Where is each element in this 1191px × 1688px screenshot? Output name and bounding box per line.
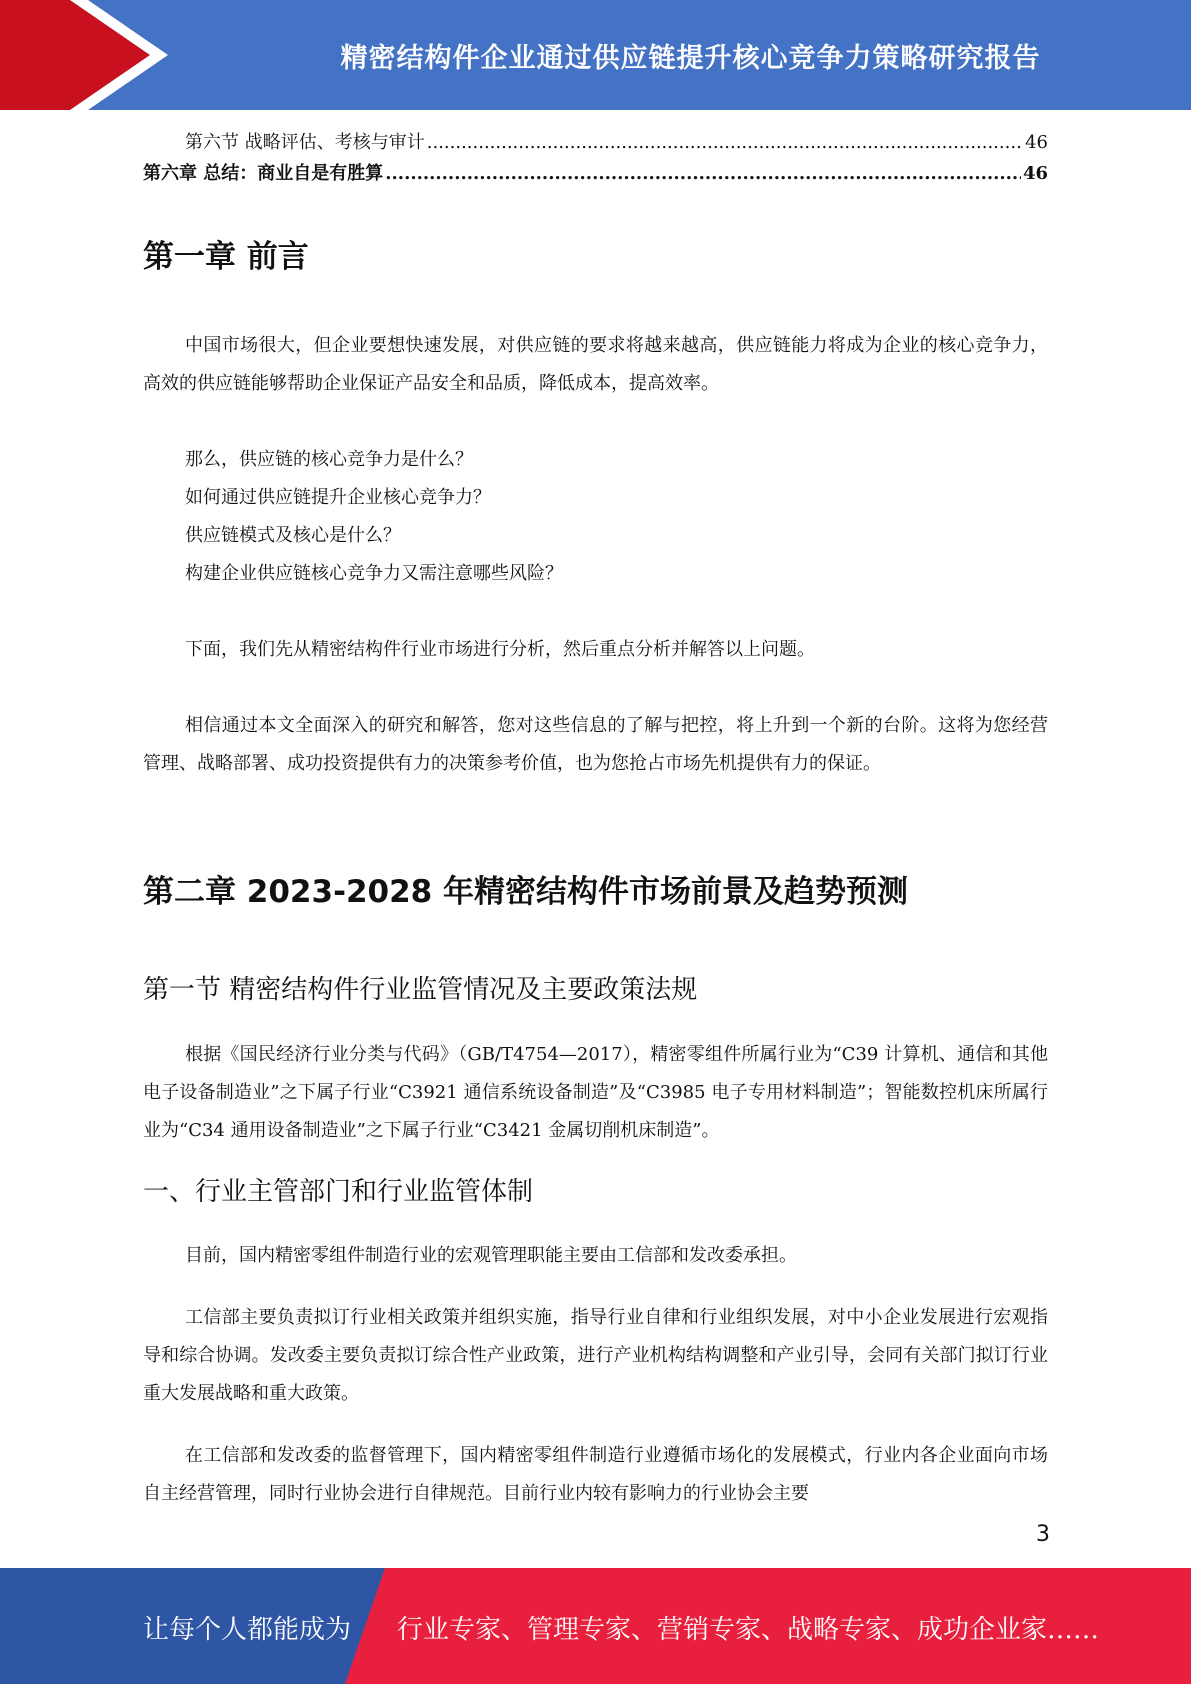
chapter-heading: 第二章 2023-2028 年精密结构件市场前景及趋势预测 bbox=[143, 874, 909, 910]
page-number: 3 bbox=[1036, 1522, 1050, 1547]
question-line: 那么，供应链的核心竞争力是什么？ bbox=[185, 449, 473, 470]
toc-item-page: 46 bbox=[1022, 163, 1048, 184]
paragraph: 中国市场很大，但企业要想快速发展，对供应链的要求将越来越高，供应链能力将成为企业的核心竞争力，高效的供应链能够帮助企业保证产品安全和品质，降低成本，提高效率。 bbox=[143, 335, 1048, 394]
paragraph: 根据《国民经济行业分类与代码》（GB/T4754—2017），精密零组件所属行业为“C39 计算机、通信和其他电子设备制造业”之下属子行业“C3921 通信系统设备制造”及“C3985 电子专用材料制造”；智能数控机床所属行业为“C34 通用设备制造业”之下属子行业“C3421 金属切削机床制造”。 bbox=[143, 1044, 1048, 1141]
section-heading: 第一节 精密结构件行业监管情况及主要政策法规 bbox=[143, 975, 698, 1005]
paragraph: 下面，我们先从精密结构件行业市场进行分析，然后重点分析并解答以上问题。 bbox=[185, 639, 815, 660]
toc-item-label: 第六节 战略评估、考核与审计 bbox=[185, 132, 425, 153]
question-line: 如何通过供应链提升企业核心竞争力？ bbox=[185, 487, 491, 508]
paragraph: 目前，国内精密零组件制造行业的宏观管理职能主要由工信部和发改委承担。 bbox=[185, 1245, 797, 1266]
toc-item-page: 46 bbox=[1025, 132, 1048, 153]
chapter-heading: 第一章 前言 bbox=[143, 239, 309, 275]
report-title: 精密结构件企业通过供应链提升核心竞争力策略研究报告 bbox=[340, 42, 1041, 74]
paragraph: 工信部主要负责拟订行业相关政策并组织实施，指导行业自律和行业组织发展，对中小企业发展进行宏观指导和综合协调。发改委主要负责拟订综合性产业政策，进行产业机构结构调整和产业引导，会同有关部门拟订行业重大发展战略和重大政策。 bbox=[143, 1307, 1048, 1404]
footer-slogan-right: 行业专家、管理专家、营销专家、战略专家、成功企业家…… bbox=[397, 1614, 1100, 1645]
table-of-contents bbox=[143, 128, 1048, 190]
subsection-heading: 一、行业主管部门和行业监管体制 bbox=[143, 1177, 534, 1207]
question-line: 构建企业供应链核心竞争力又需注意哪些风险？ bbox=[185, 563, 563, 584]
paragraph: 在工信部和发改委的监督管理下，国内精密零组件制造行业遵循市场化的发展模式，行业内各企业面向市场自主经营管理，同时行业协会进行自律规范。目前行业内较有影响力的行业协会主要 bbox=[143, 1445, 1048, 1504]
footer-slogan-left: 让每个人都能成为 bbox=[143, 1614, 352, 1645]
header-banner bbox=[0, 0, 1191, 110]
paragraph: 相信通过本文全面深入的研究和解答，您对这些信息的了解与把控，将上升到一个新的台阶。这将为您经营管理、战略部署、成功投资提供有力的决策参考价值，也为您抢占市场先机提供有力的保证。 bbox=[143, 715, 1048, 774]
toc-leader-dots bbox=[385, 163, 1021, 184]
toc-item-label: 第六章 总结：商业自是有胜算 bbox=[143, 163, 384, 184]
toc-item[interactable] bbox=[143, 159, 1048, 190]
question-line: 供应链模式及核心是什么？ bbox=[185, 525, 401, 546]
toc-leader-dots bbox=[427, 132, 1023, 153]
toc-item[interactable] bbox=[143, 128, 1048, 159]
